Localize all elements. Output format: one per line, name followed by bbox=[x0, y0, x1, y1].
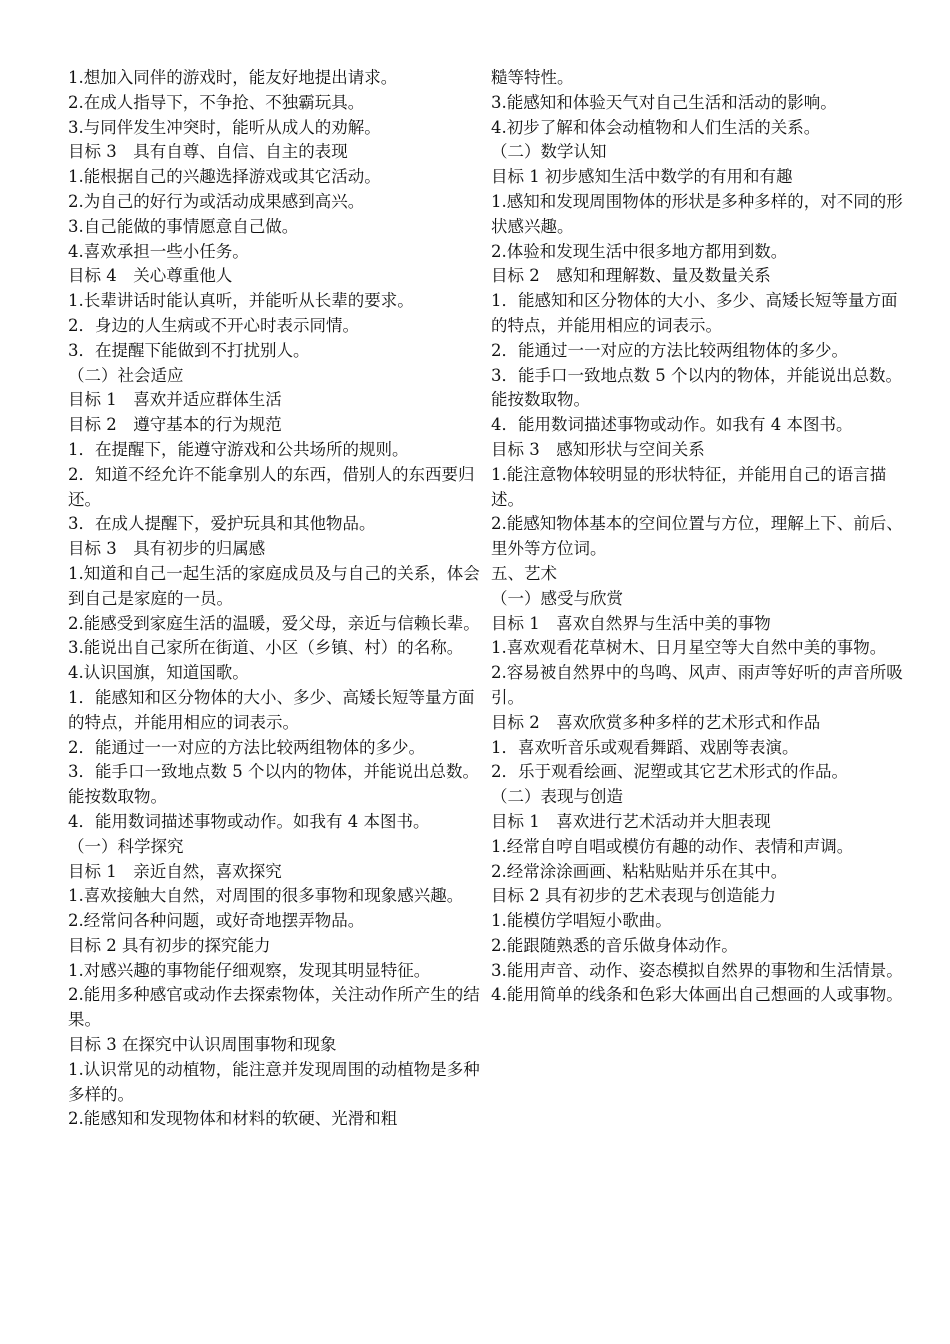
right-paragraph: 4.能用简单的线条和色彩大体画出自己想画的人或事物。 bbox=[491, 985, 903, 1005]
left-paragraph: 目标 1 亲近自然，喜欢探究 bbox=[68, 861, 282, 881]
right-paragraph: 3.能感知和体验天气对自己生活和活动的影响。 bbox=[491, 92, 837, 112]
right-paragraph: 1.能模仿学唱短小歌曲。 bbox=[491, 911, 672, 931]
left-paragraph: 2.经常问各种问题，或好奇地摆弄物品。 bbox=[68, 911, 365, 931]
left-paragraph: 4.认识国旗，知道国歌。 bbox=[68, 663, 249, 683]
right-paragraph: 目标 1 喜欢自然界与生活中美的事物 bbox=[491, 613, 771, 633]
right-paragraph: 1．能感知和区分物体的大小、多少、高矮长短等量方面的特点，并能用相应的词表示。 bbox=[491, 291, 898, 335]
left-paragraph: 1.长辈讲话时能认真听，并能听从长辈的要求。 bbox=[68, 291, 414, 311]
right-paragraph: 目标 1 初步感知生活中数学的有用和有趣 bbox=[491, 167, 793, 187]
left-paragraph: 1.想加入同伴的游戏时，能友好地提出请求。 bbox=[68, 68, 398, 87]
left-paragraph: 1．在提醒下，能遵守游戏和公共场所的规则。 bbox=[68, 439, 409, 459]
left-paragraph: 目标 4 关心尊重他人 bbox=[68, 266, 233, 286]
left-paragraph: 2.能感知和发现物体和材料的软硬、光滑和粗 bbox=[68, 1109, 398, 1129]
right-paragraph: 2．能通过一一对应的方法比较两组物体的多少。 bbox=[491, 340, 848, 360]
left-paragraph: 3．在提醒下能做到不打扰别人。 bbox=[68, 340, 310, 360]
right-paragraph: 1.经常自哼自唱或模仿有趣的动作、表情和声调。 bbox=[491, 836, 854, 856]
right-paragraph: 1.能注意物体较明显的形状特征，并能用自己的语言描述。 bbox=[491, 464, 887, 509]
right-paragraph: （二）数学认知 bbox=[491, 142, 607, 162]
left-paragraph: （二）社会适应 bbox=[68, 365, 184, 385]
left-paragraph: 3．在成人提醒下，爱护玩具和其他物品。 bbox=[68, 514, 376, 534]
left-paragraph: 4.喜欢承担一些小任务。 bbox=[68, 241, 249, 261]
left-paragraph: 2．能通过一一对应的方法比较两组物体的多少。 bbox=[68, 737, 425, 757]
right-paragraph: 3．能手口一致地点数 5 个以内的物体，并能说出总数。能按数取物。 bbox=[491, 365, 902, 410]
left-paragraph: 2.为自己的好行为或活动成果感到高兴。 bbox=[68, 191, 365, 211]
left-paragraph: 目标 1 喜欢并适应群体生活 bbox=[68, 390, 282, 410]
right-paragraph: 目标 2 具有初步的艺术表现与创造能力 bbox=[491, 886, 776, 906]
left-paragraph: 目标 3 具有初步的归属感 bbox=[68, 539, 266, 559]
right-paragraph: 2.容易被自然界中的鸟鸣、风声、雨声等好听的声音所吸引。 bbox=[491, 663, 903, 707]
right-paragraph: 五、艺术 bbox=[491, 563, 557, 583]
left-column bbox=[68, 66, 487, 1344]
right-paragraph: （一）感受与欣赏 bbox=[491, 588, 623, 608]
left-paragraph: 2．知道不经允许不能拿别人的东西，借别人的东西要归还。 bbox=[68, 464, 475, 509]
left-paragraph: 3．能手口一致地点数 5 个以内的物体，并能说出总数。能按数取物。 bbox=[68, 762, 479, 807]
left-paragraph: 目标 3 在探究中认识周围事物和现象 bbox=[68, 1035, 337, 1055]
left-paragraph: 4．能用数词描述事物或动作。如我有 4 本图书。 bbox=[68, 811, 430, 831]
right-paragraph: 2.体验和发现生活中很多地方都用到数。 bbox=[491, 241, 788, 261]
left-paragraph: 1.能根据自己的兴趣选择游戏或其它活动。 bbox=[68, 167, 381, 187]
left-paragraph: 1.知道和自己一起生活的家庭成员及与自己的关系，体会到自己是家庭的一员。 bbox=[68, 563, 480, 608]
left-paragraph: 1.喜欢接触大自然，对周围的很多事物和现象感兴趣。 bbox=[68, 886, 464, 906]
right-column bbox=[491, 66, 910, 1344]
right-paragraph: 4.初步了解和体会动植物和人们生活的关系。 bbox=[491, 117, 821, 137]
left-paragraph: 2.能感受到家庭生活的温暖，爱父母，亲近与信赖长辈。 bbox=[68, 613, 480, 633]
left-paragraph: 2．身边的人生病或不开心时表示同情。 bbox=[68, 315, 359, 335]
right-paragraph: 2.能感知物体基本的空间位置与方位，理解上下、前后、里外等方位词。 bbox=[491, 514, 903, 559]
right-paragraph: 1.感知和发现周围物体的形状是多种多样的，对不同的形状感兴趣。 bbox=[491, 191, 903, 236]
right-paragraph: （二）表现与创造 bbox=[491, 787, 623, 807]
right-paragraph: 目标 3 感知形状与空间关系 bbox=[491, 439, 705, 459]
right-paragraph: 4．能用数词描述事物或动作。如我有 4 本图书。 bbox=[491, 415, 853, 435]
left-paragraph: 目标 2 遵守基本的行为规范 bbox=[68, 415, 282, 435]
right-paragraph: 2.经常涂涂画画、粘粘贴贴并乐在其中。 bbox=[491, 861, 788, 881]
right-paragraph: 1.喜欢观看花草树木、日月星空等大自然中美的事物。 bbox=[491, 638, 887, 658]
right-paragraph: 2．乐于观看绘画、泥塑或其它艺术形式的作品。 bbox=[491, 762, 848, 782]
left-paragraph: 1.对感兴趣的事物能仔细观察，发现其明显特征。 bbox=[68, 960, 431, 980]
right-paragraph: 目标 1 喜欢进行艺术活动并大胆表现 bbox=[491, 811, 771, 831]
right-paragraph: 目标 2 感知和理解数、量及数量关系 bbox=[491, 266, 771, 286]
right-paragraph: 2.能跟随熟悉的音乐做身体动作。 bbox=[491, 935, 738, 955]
left-paragraph: 2.能用多种感官或动作去探索物体，关注动作所产生的结果。 bbox=[68, 985, 480, 1030]
left-paragraph: 目标 3 具有自尊、自信、自主的表现 bbox=[68, 142, 348, 162]
left-paragraph: 3.自己能做的事情愿意自己做。 bbox=[68, 216, 299, 236]
left-paragraph: 3.与同伴发生冲突时，能听从成人的劝解。 bbox=[68, 117, 381, 137]
left-paragraph: （一）科学探究 bbox=[68, 836, 184, 856]
left-paragraph: 2.在成人指导下，不争抢、不独霸玩具。 bbox=[68, 92, 365, 112]
right-paragraph: 1．喜欢听音乐或观看舞蹈、戏剧等表演。 bbox=[491, 737, 799, 757]
left-paragraph: 3.能说出自己家所在街道、小区（乡镇、村）的名称。 bbox=[68, 638, 464, 658]
right-paragraph: 糙等特性。 bbox=[491, 68, 574, 87]
right-paragraph: 3.能用声音、动作、姿态模拟自然界的事物和生活情景。 bbox=[491, 960, 903, 980]
left-paragraph: 1．能感知和区分物体的大小、多少、高矮长短等量方面的特点，并能用相应的词表示。 bbox=[68, 687, 475, 732]
left-paragraph: 1.认识常见的动植物，能注意并发现周围的动植物是多种多样的。 bbox=[68, 1059, 480, 1104]
left-paragraph: 目标 2 具有初步的探究能力 bbox=[68, 935, 271, 955]
right-paragraph: 目标 2 喜欢欣赏多种多样的艺术形式和作品 bbox=[491, 712, 821, 732]
